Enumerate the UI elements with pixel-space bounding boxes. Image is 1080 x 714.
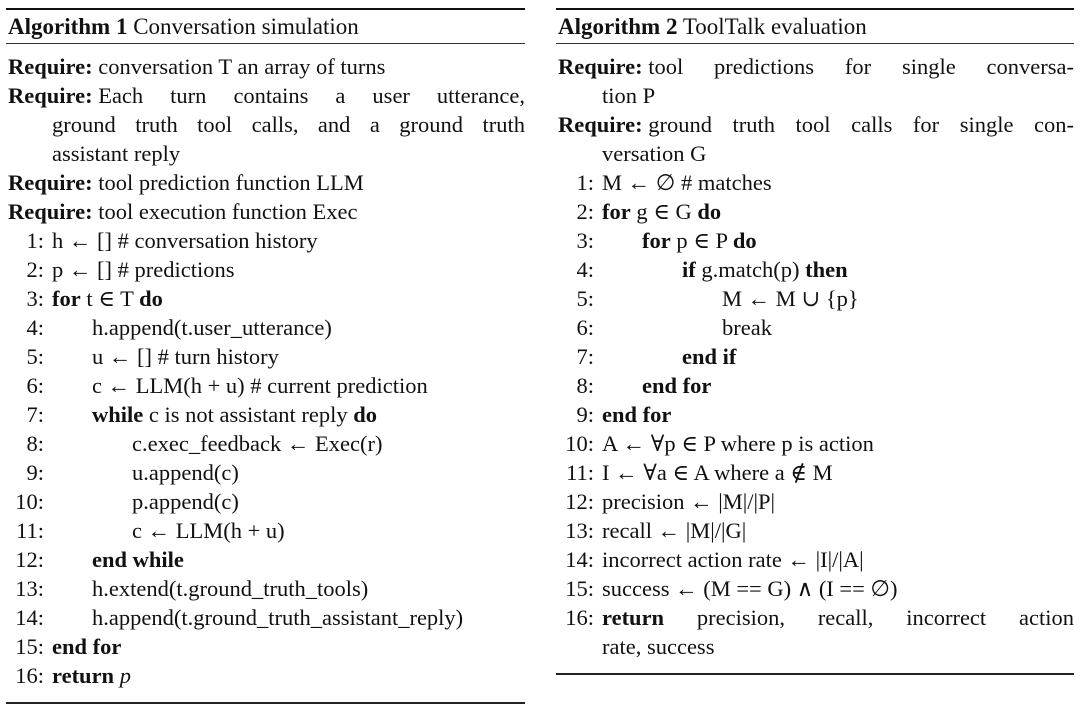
- bottom-rule: [6, 702, 525, 704]
- code-line: [6, 458, 525, 487]
- code-line: [556, 168, 1074, 197]
- code-line: [556, 429, 1074, 458]
- require-continuation: [556, 81, 1074, 110]
- code-text: h.extend(t.ground_truth_tools): [92, 576, 369, 601]
- keyword: for: [642, 228, 671, 253]
- code-line: [556, 603, 1074, 632]
- line-number: 11:: [566, 460, 594, 485]
- code-text: p: [119, 663, 131, 688]
- keyword: while: [92, 402, 144, 427]
- require-line: [6, 168, 525, 197]
- code-line: [556, 516, 1074, 545]
- line-number: 3:: [26, 286, 44, 311]
- line-number: 4:: [576, 257, 594, 282]
- code-line: [556, 284, 1074, 313]
- require-continuation: [6, 139, 525, 168]
- code-text: I ← ∀a ∈ A where a ∉ M: [602, 460, 833, 485]
- keyword: end for: [642, 373, 712, 398]
- keyword: end for: [52, 634, 122, 659]
- line-number: 13:: [15, 576, 44, 601]
- require-keyword: Require:: [8, 54, 93, 79]
- code-text: A ← ∀p ∈ P where p is action: [602, 431, 874, 456]
- code-text: incorrect action rate ← |I|/|A|: [602, 547, 864, 572]
- code-line: [6, 284, 525, 313]
- keyword: end while: [92, 547, 184, 572]
- line-number: 7:: [576, 344, 594, 369]
- code-text: u.append(c): [132, 460, 239, 485]
- code-line: [556, 487, 1074, 516]
- line-number: 14:: [565, 547, 594, 572]
- code-text: c.exec_feedback ← Exec(r): [132, 431, 383, 456]
- code-text: M ← ∅ # matches: [602, 170, 772, 195]
- code-line: [6, 603, 525, 632]
- code-line: [6, 313, 525, 342]
- require-keyword: Require:: [8, 83, 93, 108]
- line-number: 12:: [15, 547, 44, 572]
- line-number: 11:: [16, 518, 44, 543]
- code-text: p ← [] # predictions: [52, 257, 235, 282]
- code-text: h ← [] # conversation history: [52, 228, 318, 253]
- code-text: recall,: [817, 605, 874, 630]
- require-text: ground truth tool calls, and a ground truth: [52, 112, 525, 137]
- line-number: 15:: [15, 634, 44, 659]
- keyword: then: [805, 257, 848, 282]
- code-line: [6, 255, 525, 284]
- code-text: recall ← |M|/|G|: [602, 518, 747, 543]
- keyword: for: [52, 286, 81, 311]
- line-number: 16:: [565, 605, 594, 630]
- code-line: [556, 574, 1074, 603]
- require-line: [556, 52, 1074, 81]
- require-keyword: Require:: [8, 170, 93, 195]
- code-text: h.append(t.ground_truth_assistant_reply): [92, 605, 464, 630]
- code-line: [556, 197, 1074, 226]
- require-line: [556, 110, 1074, 139]
- algorithm-caption: [6, 10, 525, 43]
- line-number: 4:: [26, 315, 44, 340]
- line-number: 8:: [26, 431, 44, 456]
- algorithm-label: Algorithm 2: [558, 14, 678, 39]
- code-text: break: [722, 315, 772, 340]
- caption-rule: [6, 43, 525, 44]
- code-text: g.match(p): [701, 257, 800, 282]
- caption-rule: [556, 43, 1074, 44]
- line-number: 5:: [576, 286, 594, 311]
- code-line: [6, 632, 525, 661]
- code-text: incorrect: [906, 605, 987, 630]
- code-text: success ← (M == G) ∧ (I == ∅): [602, 576, 898, 601]
- line-number: 15:: [565, 576, 594, 601]
- keyword: end if: [682, 344, 737, 369]
- line-number: 2:: [576, 199, 594, 224]
- require-line: [6, 52, 525, 81]
- code-line: [6, 342, 525, 371]
- code-text: precision ← |M|/|P|: [602, 489, 776, 514]
- line-number: 1:: [576, 170, 594, 195]
- code-line: [556, 400, 1074, 429]
- line-number: 6:: [576, 315, 594, 340]
- require-text: Each turn contains a user utterance,: [98, 83, 525, 108]
- code-line: [556, 371, 1074, 400]
- keyword: return: [52, 663, 115, 688]
- line-number: 9:: [576, 402, 594, 427]
- keyword: if: [682, 257, 696, 282]
- require-keyword: Require:: [558, 54, 643, 79]
- code-line: [556, 458, 1074, 487]
- line-number: 1:: [26, 228, 44, 253]
- line-number: 8:: [576, 373, 594, 398]
- line-number: 10:: [15, 489, 44, 514]
- keyword: end for: [602, 402, 672, 427]
- require-text: versation G: [602, 141, 707, 166]
- code-text: rate, success: [602, 634, 715, 659]
- require-text: tion P: [602, 83, 656, 108]
- code-text: action: [1018, 605, 1074, 630]
- require-keyword: Require:: [8, 199, 93, 224]
- code-line: [6, 516, 525, 545]
- code-text: precision,: [696, 605, 785, 630]
- code-line: [556, 545, 1074, 574]
- code-text: c ← LLM(h + u): [132, 518, 285, 543]
- code-text: h.append(t.user_utterance): [92, 315, 332, 340]
- code-text: g ∈ G: [636, 199, 692, 224]
- require-text: tool execution function Exec: [98, 199, 358, 224]
- algorithm-1-block: [6, 8, 525, 704]
- line-number: 9:: [26, 460, 44, 485]
- require-text: conversation T an array of turns: [98, 54, 386, 79]
- require-continuation: [556, 139, 1074, 168]
- code-line: [556, 226, 1074, 255]
- code-text: u ← [] # turn history: [92, 344, 279, 369]
- code-continuation: [556, 632, 1074, 661]
- code-line: [556, 313, 1074, 342]
- code-text: c is not assistant reply: [148, 402, 348, 427]
- algorithm-title: ToolTalk evaluation: [682, 14, 867, 39]
- code-text: p.append(c): [132, 489, 239, 514]
- code-text: M ← M ∪ {p}: [722, 286, 859, 311]
- keyword: for: [602, 199, 631, 224]
- code-line: [6, 545, 525, 574]
- code-line: [6, 400, 525, 429]
- keyword: do: [139, 286, 163, 311]
- require-keyword: Require:: [558, 112, 643, 137]
- line-number: 2:: [26, 257, 44, 282]
- line-number: 7:: [26, 402, 44, 427]
- code-text: c ← LLM(h + u) # current prediction: [92, 373, 428, 398]
- code-line: [556, 342, 1074, 371]
- code-line: [6, 487, 525, 516]
- keyword: return: [602, 605, 665, 630]
- require-text: tool predictions for single conversa-: [648, 54, 1074, 79]
- keyword: do: [697, 199, 722, 224]
- require-continuation: [6, 110, 525, 139]
- code-line: [556, 255, 1074, 284]
- code-line: [6, 429, 525, 458]
- keyword: do: [732, 228, 757, 253]
- line-number: 3:: [576, 228, 594, 253]
- code-line: [6, 371, 525, 400]
- line-number: 10:: [565, 431, 594, 456]
- require-text: ground truth tool calls for single con-: [648, 112, 1074, 137]
- code-text: t ∈ T: [86, 286, 134, 311]
- require-line: [6, 197, 525, 226]
- code-line: [6, 661, 525, 690]
- line-number: 5:: [26, 344, 44, 369]
- require-line: [6, 81, 525, 110]
- line-number: 13:: [565, 518, 594, 543]
- code-text: p ∈ P: [676, 228, 728, 253]
- bottom-rule: [556, 673, 1074, 675]
- keyword: do: [353, 402, 378, 427]
- line-number: 16:: [15, 663, 44, 688]
- require-text: assistant reply: [52, 141, 181, 166]
- code-line: [6, 574, 525, 603]
- line-number: 12:: [565, 489, 594, 514]
- line-number: 6:: [26, 373, 44, 398]
- algorithm-label: Algorithm 1: [8, 14, 128, 39]
- code-line: [6, 226, 525, 255]
- algorithm-caption: [556, 10, 1074, 43]
- require-text: tool prediction function LLM: [98, 170, 364, 195]
- algorithm-title: Conversation simulation: [133, 14, 359, 39]
- algorithm-2-block: [556, 8, 1074, 675]
- line-number: 14:: [15, 605, 44, 630]
